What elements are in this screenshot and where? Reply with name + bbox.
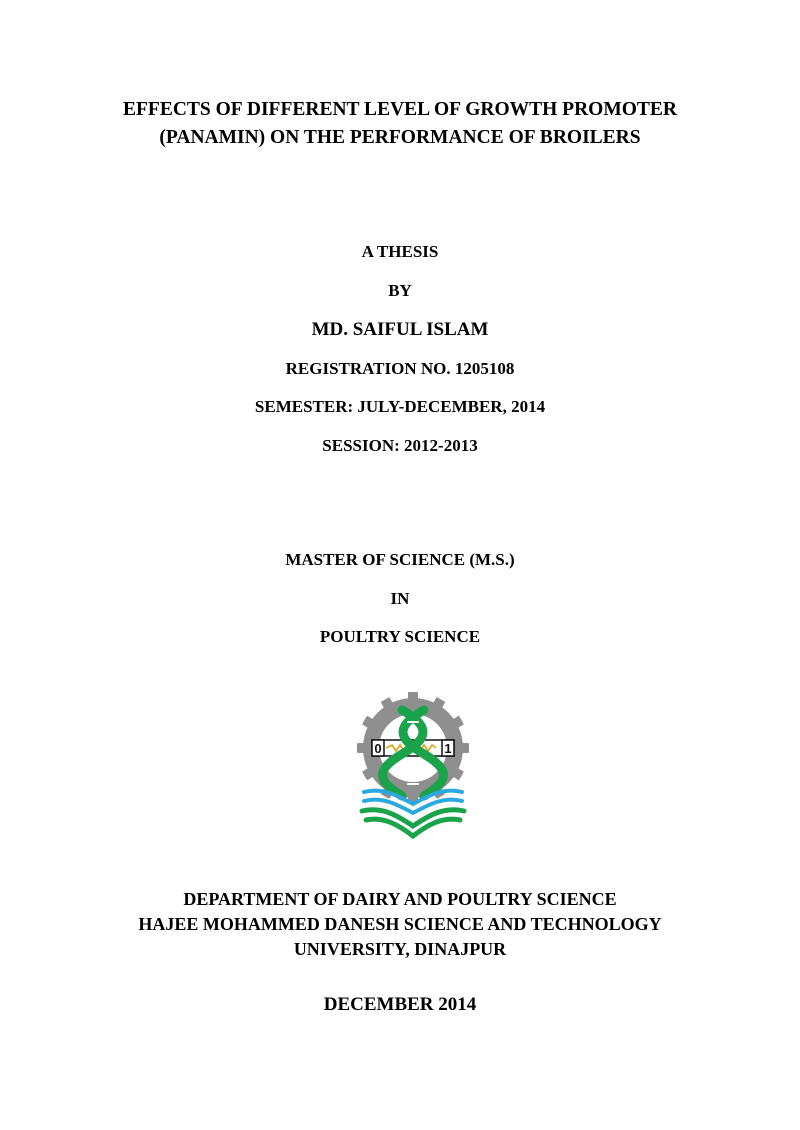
title-line-2: (PANAMIN) ON THE PERFORMANCE OF BROILERS — [159, 127, 641, 148]
by-label: BY — [388, 281, 412, 300]
discipline: POULTRY SCIENCE — [319, 627, 481, 646]
submission-date: DECEMBER 2014 — [323, 994, 477, 1015]
university-line-2: UNIVERSITY, DINAJPUR — [293, 939, 507, 959]
registration-number: REGISTRATION NO. 1205108 — [285, 359, 515, 378]
in-label: IN — [390, 589, 410, 608]
department: DEPARTMENT OF DAIRY AND POULTRY SCIENCE — [183, 889, 617, 909]
thesis-label: A THESIS — [361, 242, 439, 261]
logo-right-digit: 1 — [444, 741, 452, 756]
title-line-1: EFFECTS OF DIFFERENT LEVEL OF GROWTH PROMOTER — [122, 99, 677, 120]
session: SESSION: 2012-2013 — [322, 436, 478, 455]
university-line-1: HAJEE MOHAMMED DANESH SCIENCE AND TECHNOLOGY — [138, 914, 662, 934]
author-name: MD. SAIFUL ISLAM — [311, 319, 489, 340]
logo-left-digit: 0 — [374, 741, 382, 756]
semester: SEMESTER: JULY-DECEMBER, 2014 — [254, 397, 546, 416]
degree: MASTER OF SCIENCE (M.S.) — [285, 550, 515, 569]
university-logo — [352, 692, 474, 842]
